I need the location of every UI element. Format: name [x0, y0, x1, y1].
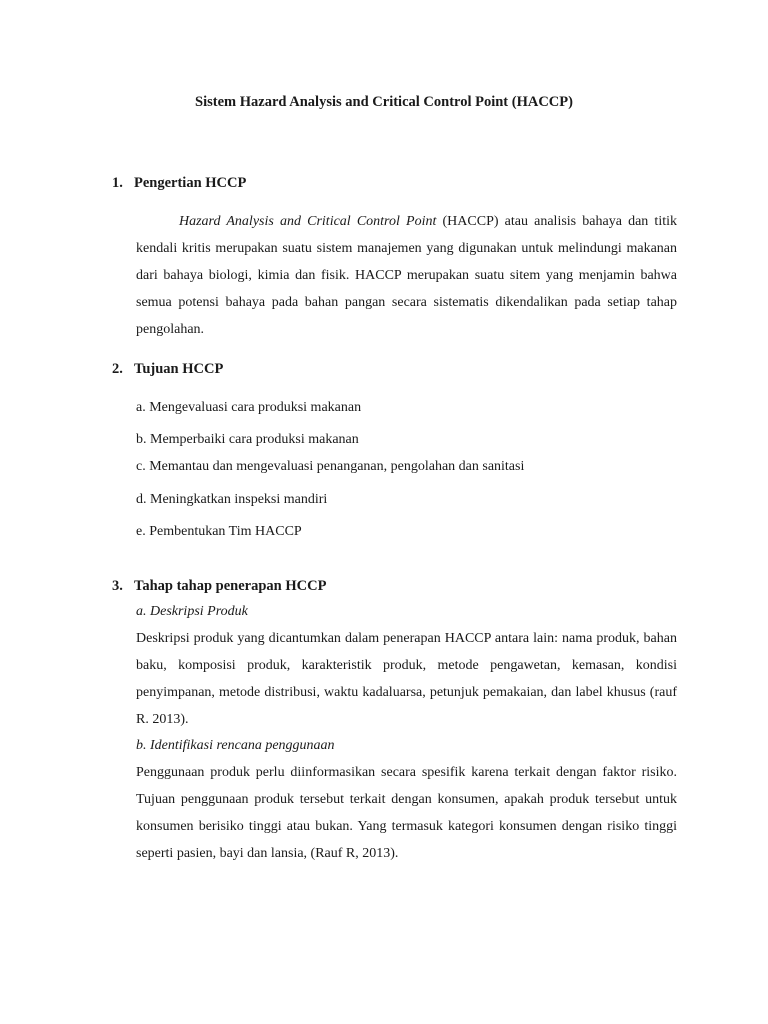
section-2-number: 2. — [112, 361, 123, 377]
section-2-heading — [112, 359, 223, 379]
list-item: e. Pembentukan Tim HACCP — [136, 524, 302, 539]
section-3-title: Tahap tahap penerapan HCCP — [134, 578, 327, 594]
list-item: c. Memantau dan mengevaluasi penanganan, pengolahan dan sanitasi — [136, 459, 525, 474]
section-1-number: 1. — [112, 175, 123, 191]
section-1-heading — [112, 173, 246, 193]
section-3b-subheading: b. Identifikasi rencana penggunaan — [136, 738, 335, 753]
section-3a-paragraph: Deskripsi produk yang dicantumkan dalam penerapan HACCP antara lain: nama produk, bahan baku, komposisi produk, karakteristik produk, metode pengawetan, kemasan, kondisi penyimpanan, metode distribusi, waktu kadaluarsa, petunjuk pemakaian, dan label khusus (rauf R. 2013). — [136, 631, 677, 727]
section-2-title: Tujuan HCCP — [134, 361, 224, 377]
section-3-number: 3. — [112, 578, 123, 594]
section-3-heading — [112, 576, 326, 596]
list-item: a. Mengevaluasi cara produksi makanan — [136, 400, 362, 415]
document-title: Sistem Hazard Analysis and Critical Control Point (HACCP) — [195, 94, 573, 110]
list-item: d. Meningkatkan inspeksi mandiri — [136, 492, 328, 507]
section-1-paragraph — [136, 208, 677, 343]
section-1-paragraph-italic: Hazard Analysis and Critical Control Point — [179, 214, 437, 229]
list-item: b. Memperbaiki cara produksi makanan — [136, 432, 359, 447]
section-1-title: Pengertian HCCP — [134, 175, 247, 191]
section-1-paragraph-text: (HACCP) atau analisis bahaya dan titik kendali kritis merupakan suatu sistem manajemen yang digunakan untuk melindungi makanan dari bahaya biologi, kimia dan fisik. HACCP merupakan suatu sitem yang menjamin bahwa semua potensi bahaya pada bahan pangan secara sistematis dikendalikan pada setiap tahap pengolahan. — [136, 214, 677, 337]
section-3a-subheading: a. Deskripsi Produk — [136, 604, 248, 619]
section-3b-paragraph: Penggunaan produk perlu diinformasikan secara spesifik karena terkait dengan faktor risiko. Tujuan penggunaan produk tersebut terkait dengan konsumen, apakah produk tersebut untuk konsumen berisiko tinggi atau bukan. Yang termasuk kategori konsumen dengan risiko tinggi seperti pasien, bayi dan lansia, (Rauf R, 2013). — [136, 765, 677, 861]
